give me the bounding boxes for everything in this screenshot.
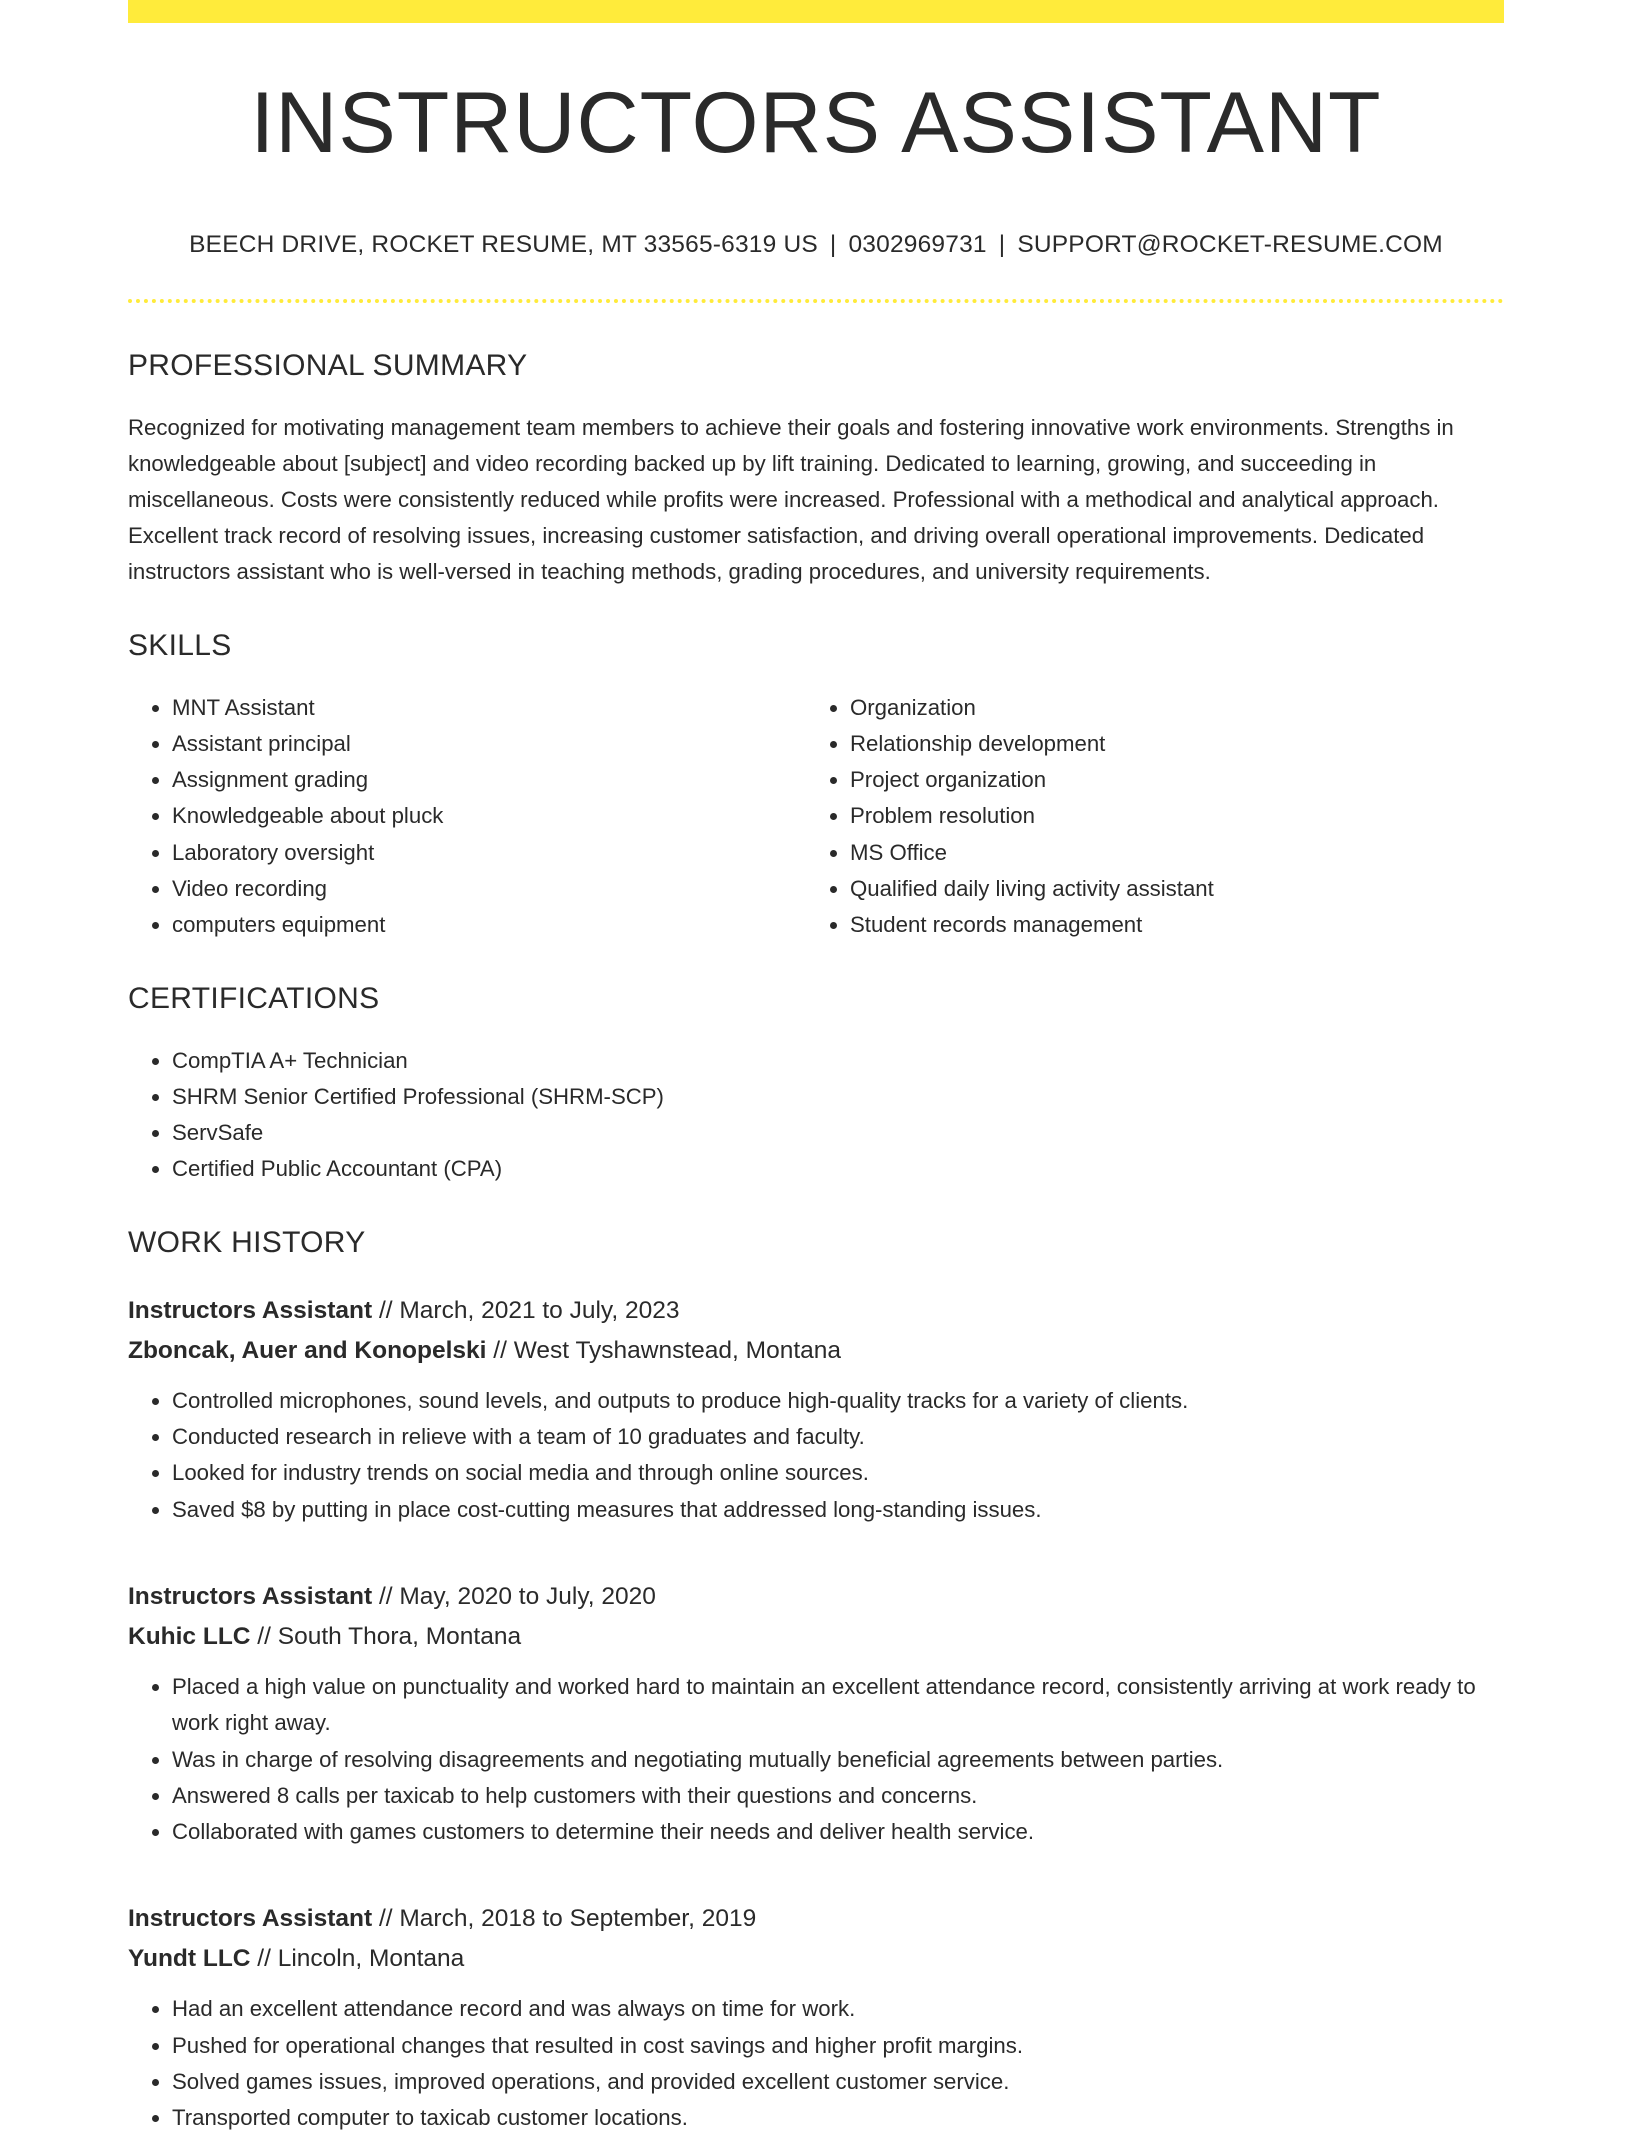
contact-line bbox=[128, 233, 1504, 258]
certification-item: • CompTIA A+ Technician bbox=[172, 1043, 1504, 1079]
job-title-line bbox=[128, 1291, 1504, 1331]
skill-item: • Problem resolution bbox=[850, 798, 1484, 834]
job-bullet: • Transported computer to taxicab customer locations. bbox=[172, 2100, 1504, 2136]
job-bullet: • Controlled microphones, sound levels, and outputs to produce high-quality tracks for a variety of clients. bbox=[172, 1383, 1504, 1419]
job-role: Instructors Assistant bbox=[128, 1582, 373, 1610]
candidate-name: INSTRUCTORS ASSISTANT bbox=[250, 75, 1382, 171]
job-bullet: • Was in charge of resolving disagreements and negotiating mutually beneficial agreements between parties. bbox=[172, 1742, 1504, 1778]
job-entry bbox=[128, 1899, 1504, 2136]
certifications-heading: CERTIFICATIONS bbox=[128, 981, 380, 1015]
certifications-list bbox=[128, 1043, 1504, 1188]
job-company: Zboncak, Auer and Konopelski bbox=[128, 1336, 487, 1364]
job-bullet: • Looked for industry trends on social media and through online sources. bbox=[172, 1455, 1504, 1491]
job-bullet: • Answered 8 calls per taxicab to help customers with their questions and concerns. bbox=[172, 1778, 1504, 1814]
contact-separator: | bbox=[829, 231, 837, 258]
skill-item: • Project organization bbox=[850, 762, 1484, 798]
dotted-divider bbox=[128, 299, 1504, 303]
job-title-line bbox=[128, 1899, 1504, 1939]
job-entry bbox=[128, 1577, 1504, 1850]
skill-item: • MNT Assistant bbox=[172, 690, 806, 726]
job-bullets bbox=[128, 1383, 1504, 1528]
accent-top-bar bbox=[128, 0, 1504, 23]
job-bullet: • Had an excellent attendance record and was always on time for work. bbox=[172, 1991, 1504, 2027]
job-role: Instructors Assistant bbox=[128, 1296, 373, 1324]
certification-item: • ServSafe bbox=[172, 1115, 1504, 1151]
job-bullet: • Placed a high value on punctuality and worked hard to maintain an excellent attendance record, consistently arriving at work ready to work right away. bbox=[172, 1669, 1504, 1742]
skills-heading: SKILLS bbox=[128, 628, 232, 662]
skill-item: • Laboratory oversight bbox=[172, 835, 806, 871]
contact-email: SUPPORT@ROCKET-RESUME.COM bbox=[1017, 231, 1443, 258]
resume-page bbox=[128, 0, 1504, 2137]
job-location: // West Tyshawnstead, Montana bbox=[486, 1336, 842, 1364]
skill-item: • Relationship development bbox=[850, 726, 1484, 762]
job-location: // Lincoln, Montana bbox=[250, 1945, 465, 1973]
job-company: Kuhic LLC bbox=[128, 1622, 251, 1650]
job-title-line bbox=[128, 1577, 1504, 1617]
job-role: Instructors Assistant bbox=[128, 1905, 373, 1933]
certification-item: • Certified Public Accountant (CPA) bbox=[172, 1151, 1504, 1187]
job-bullet: • Collaborated with games customers to determine their needs and deliver health service. bbox=[172, 1814, 1504, 1850]
skill-item: • Assistant principal bbox=[172, 726, 806, 762]
skill-item: • Knowledgeable about pluck bbox=[172, 798, 806, 834]
work-history-heading: WORK HISTORY bbox=[128, 1225, 366, 1259]
skill-item: • Qualified daily living activity assistant bbox=[850, 871, 1484, 907]
job-bullet: • Conducted research in relieve with a team of 10 graduates and faculty. bbox=[172, 1419, 1504, 1455]
job-company-line bbox=[128, 1617, 1504, 1657]
job-dates: // May, 2020 to July, 2020 bbox=[372, 1582, 656, 1610]
job-company-line bbox=[128, 1939, 1504, 1979]
job-company-line bbox=[128, 1331, 1504, 1371]
certification-item: • SHRM Senior Certified Professional (SHRM-SCP) bbox=[172, 1079, 1504, 1115]
job-bullets bbox=[128, 1991, 1504, 2136]
skill-item: • Student records management bbox=[850, 907, 1484, 943]
contact-address: BEECH DRIVE, ROCKET RESUME, MT 33565-6319 US bbox=[189, 231, 818, 258]
work-history-list bbox=[128, 1291, 1504, 2137]
job-dates: // March, 2018 to September, 2019 bbox=[372, 1905, 757, 1933]
skills-grid bbox=[128, 690, 1504, 944]
job-dates: // March, 2021 to July, 2023 bbox=[372, 1296, 680, 1324]
job-bullet: • Solved games issues, improved operations, and provided excellent customer service. bbox=[172, 2064, 1504, 2100]
skill-item: • Assignment grading bbox=[172, 762, 806, 798]
skills-list-right bbox=[806, 690, 1484, 944]
contact-separator: | bbox=[998, 231, 1006, 258]
job-bullet: • Pushed for operational changes that resulted in cost savings and higher profit margins. bbox=[172, 2028, 1504, 2064]
job-location: // South Thora, Montana bbox=[250, 1622, 522, 1650]
skills-list-left bbox=[128, 690, 806, 944]
skill-item: • Video recording bbox=[172, 871, 806, 907]
job-entry bbox=[128, 1291, 1504, 1528]
skill-item: • MS Office bbox=[850, 835, 1484, 871]
contact-phone: 0302969731 bbox=[848, 231, 987, 258]
job-bullet: • Saved $8 by putting in place cost-cutting measures that addressed long-standing issues. bbox=[172, 1492, 1504, 1528]
summary-heading: PROFESSIONAL SUMMARY bbox=[128, 348, 528, 382]
job-bullets bbox=[128, 1669, 1504, 1850]
job-company: Yundt LLC bbox=[128, 1945, 251, 1973]
summary-text: Recognized for motivating management team members to achieve their goals and fostering innovative work environments. Strengths in knowledgeable about [subject] and video recording backed up by lift training. Dedicated to learning, growing, and succeeding in miscellaneous. Costs were consistently reduced while profits were increased. Professional with a methodical and analytical approach. Excellent track record of resolving issues, increasing customer satisfaction, and driving overall operational improvements. Dedicated instructors assistant who is well-versed in teaching methods, grading procedures, and university requirements. bbox=[128, 414, 1454, 584]
skill-item: • Organization bbox=[850, 690, 1484, 726]
skill-item: • computers equipment bbox=[172, 907, 806, 943]
